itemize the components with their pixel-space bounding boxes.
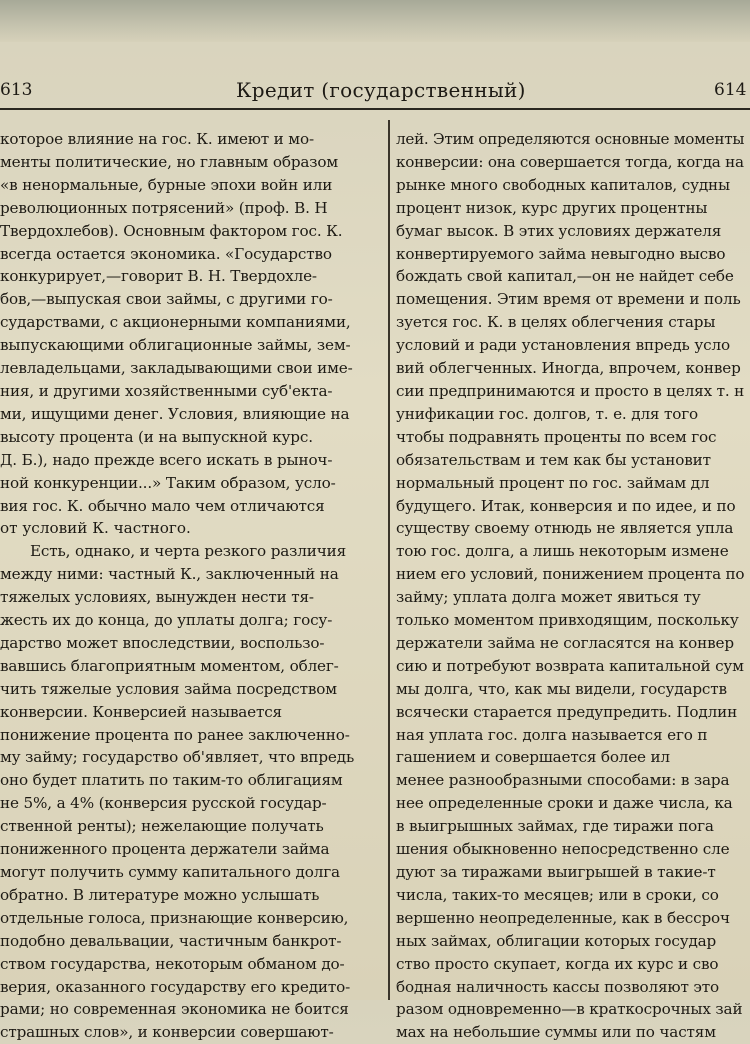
text-line: процент низок, курс других процентны (396, 198, 708, 217)
text-line: жесть их до конца, до уплаты долга; госу- (0, 611, 333, 630)
text-line: шения обыкновенно непосредственно сле (396, 840, 730, 859)
text-line: ной конкуренции...» Таким образом, усло- (0, 473, 336, 492)
text-line: бождать свой капитал,—он не найдет себе (396, 267, 734, 286)
text-line: выпускающими облигационные займы, зем- (0, 336, 351, 355)
text-line: нее определенные сроки и даже числа, ка (396, 794, 733, 813)
text-line: ми, ищущими денег. Условия, влияющие на (0, 404, 350, 423)
text-line: чить тяжелые условия займа посредством (0, 679, 337, 698)
text-line: ство просто скупает, когда их курс и сво (396, 954, 719, 973)
text-line: обязательствам и тем как бы установит (396, 450, 711, 469)
text-line: сударствами, с акционерными компаниями, (0, 313, 351, 332)
text-line: сии предпринимаются и просто в целях т. н (396, 381, 745, 400)
page-number-left: 613 (0, 80, 33, 100)
text-line: тою гос. долга, а лишь некоторым измене (396, 542, 729, 561)
page-number-right: 614 (714, 80, 747, 100)
running-header (0, 78, 750, 106)
text-line: бумаг высок. В этих условиях держателя (396, 221, 722, 240)
running-title: Кредит (государственный) (236, 78, 526, 102)
text-line: не 5%, а 4% (конверсия русской государ- (0, 794, 327, 813)
text-line: ная уплата гос. долга называется его п (396, 725, 708, 744)
text-line: чтобы подравнять проценты по всем гос (396, 427, 717, 446)
right-column (396, 128, 750, 1042)
text-line: тяжелых условиях, вынужден нести тя- (0, 588, 314, 607)
text-line: подобно девальвации, частичным банкрот- (0, 931, 342, 950)
text-line: страшных слов», и конверсии совершают- (0, 1023, 334, 1042)
text-line: всячески старается предупредить. Подлин (396, 702, 738, 721)
text-line: рами; но современная экономика не боится (0, 1000, 349, 1019)
text-line: условий и ради установления впредь усло (396, 336, 730, 355)
text-line: гашением и совершается более ил (396, 748, 670, 767)
text-line: зуется гос. К. в целях облегчения стары (396, 313, 716, 332)
text-line: Твердохлебов). Основным фактором гос. К. (0, 221, 343, 240)
text-line: числа, таких-то месяцев; или в сроки, со (396, 885, 719, 904)
text-line: ных займах, облигации которых государ (396, 931, 717, 950)
text-line: бов,—выпуская свои займы, с другими го- (0, 290, 333, 309)
text-line: обратно. В литературе можно услышать (0, 885, 320, 904)
text-line: всегда остается экономика. «Государство (0, 244, 332, 263)
text-line: Есть, однако, и черта резкого различия (30, 542, 347, 561)
text-line: ственной ренты); нежелающие получать (0, 817, 324, 836)
header-rule (0, 108, 750, 110)
text-line: существу своему отнюдь не является упла (396, 519, 734, 538)
text-line: вершенно неопределенные, как в бессроч (396, 908, 730, 927)
text-line: займу; уплата долга может явиться ту (396, 588, 701, 607)
text-line: унификации гос. долгов, т. е. для того (396, 404, 699, 423)
text-line: могут получить сумму капитального долга (0, 863, 340, 881)
text-line: нием его условий, понижением процента по (396, 565, 745, 584)
text-line: пониженного процента держатели займа (0, 840, 330, 859)
text-line: только моментом привходящим, поскольку (396, 611, 739, 630)
text-line: мы долга, что, как мы видели, государств (396, 679, 727, 698)
text-line: понижение процента по ранее заключенно- (0, 725, 350, 744)
text-line: в выигрышных займах, где тиражи пога (396, 817, 714, 836)
text-line: ния, и другими хозяйственными суб'екта- (0, 381, 333, 400)
text-line: ством государства, некоторым обманом до- (0, 954, 345, 973)
text-line: будущего. Итак, конверсия и по идее, и по (396, 496, 736, 515)
text-line: нормальный процент по гос. займам дл (396, 473, 710, 492)
text-line: конверсии: она совершается тогда, когда на (396, 152, 744, 171)
text-line: верия, оказанного государству его кредито- (0, 977, 351, 996)
text-line: разом одновременно—в краткосрочных зай (396, 1000, 743, 1019)
text-line: конкурирует,—говорит В. Н. Твердохле- (0, 267, 317, 286)
text-line: помещения. Этим время от времени и поль (396, 290, 741, 309)
text-line: менее разнообразными способами: в зара (396, 771, 730, 790)
text-line: оно будет платить по таким-то облигациям (0, 771, 343, 790)
text-line: бодная наличность кассы позволяют это (396, 977, 719, 996)
text-line: левладельцами, закладывающими свои име- (0, 359, 353, 378)
text-line: вий облегченных. Иногда, впрочем, конвер (396, 359, 741, 378)
text-line: между ними: частный К., заключенный на (0, 565, 339, 584)
page-top-edge (0, 0, 750, 42)
text-line: от условий К. частного. (0, 519, 191, 538)
text-line: му займу; государство об'являет, что впредь (0, 748, 355, 767)
text-line: высоту процента (и на выпускной курс. (0, 427, 313, 446)
text-line: сию и потребуют возврата капитальной сум (396, 656, 744, 675)
column-divider (388, 120, 390, 1000)
text-line: рынке много свободных капиталов, судны (396, 175, 730, 194)
text-line: отдельные голоса, признающие конверсию, (0, 908, 349, 927)
text-line: мах на небольшие суммы или по частям (396, 1023, 716, 1042)
text-line: держатели займа не согласятся на конвер (396, 633, 734, 652)
text-line: вавшись благоприятным моментом, облег- (0, 656, 339, 675)
text-line: конверсии. Конверсией называется (0, 702, 282, 721)
text-line: дарство может впоследствии, воспользо- (0, 633, 325, 652)
left-column (0, 128, 382, 1042)
text-line: Д. Б.), надо прежде всего искать в рыноч- (0, 450, 333, 469)
text-line: конвертируемого займа невыгодно высво (396, 244, 726, 263)
text-line: дуют за тиражами выигрышей в такие-т (396, 863, 716, 881)
text-line: «в ненормальные, бурные эпохи войн или (0, 175, 333, 194)
text-line: менты политические, но главным образом (0, 152, 339, 171)
text-line: которое влияние на гос. К. имеют и мо- (0, 130, 314, 148)
text-line: лей. Этим определяются основные моменты (396, 130, 745, 148)
text-line: революционных потрясений» (проф. В. Н (0, 198, 328, 217)
text-line: вия гос. К. обычно мало чем отличаются (0, 496, 325, 515)
